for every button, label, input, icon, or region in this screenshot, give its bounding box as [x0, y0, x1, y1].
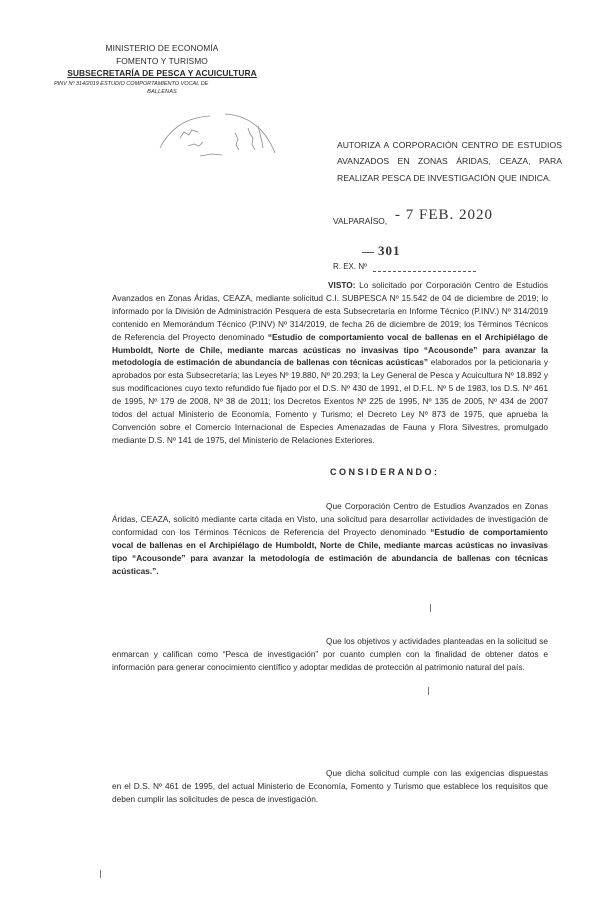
visto-label: VISTO:: [328, 280, 356, 290]
considerando-paragraph-2: Que los objetivos y actividades planteadas en la solicitud se enmarcan y califican como “Pesca de investigación” por cuanto cumplen con la finalidad de obtener datos e información para generar conocimiento científico y adoptar medidas de protección al patrimonio natural del país.: [112, 636, 548, 672]
visto-paragraph: [112, 279, 548, 447]
resolution-title: AUTORIZA A CORPORACIÓN CENTRO DE ESTUDIOS AVANZADOS EN ZONAS ÁRIDAS, CEAZA, PARA REALIZAR PESCA DE INVESTIGACIÓN QUE INDICA.: [337, 140, 562, 183]
ministry-name-2: FOMENTO Y TURISMO: [116, 55, 208, 66]
visto-project-name: “Estudio de comportamiento vocal de ballenas en el Archipiélago de Humboldt, Norte de Chile, mediante marcas acústicas no invasivas tipo “Acousonde” para avanzar la metodología de estimación de abundancia de ballenas con técnicas acústicas”: [112, 331, 548, 368]
place-label: VALPARAÍSO,: [333, 216, 388, 226]
rex-underline: [373, 271, 476, 272]
subsecretaria-name: SUBSECRETARÍA DE PESCA Y ACUICULTURA: [67, 68, 257, 78]
resolution-date: - 7 FEB. 2020: [395, 207, 494, 223]
considerando-paragraph-1: [112, 500, 548, 577]
visto-text-2: elaborados por la peticionaria y aprobados por esta Subsecretaría; las Leyes Nº 19.880, Nº 20.293; la Ley General de Pesca y Acuicultura Nº 18.892 y sus modificaciones cuyo texto refundido fue fijado por el D.S. Nº 430 de 1991, el D.F.L. Nº 5 de 1983, los D.S. Nº 461 de 1995, Nº 179 de 2008, Nº 38 de 2011; los Decretos Exentos Nº 225 de 1995, Nº 135 de 2005, Nº 434 de 2007 todos del actual Ministerio de Economía, Fomento y Turismo; el Decreto Ley Nº 873 de 1975, que aprueba la Convención sobre el Comercio Internacional de Especies Amenazadas de Fauna y Flora Silvestres, promulgado mediante D.S. Nº 141 de 1975, del Ministerio de Relaciones Exteriores.: [112, 357, 548, 445]
margin-tick: [100, 870, 104, 878]
letterhead: [54, 42, 262, 96]
considerando-paragraph-3: Que dicha solicitud cumple con las exigencias dispuestas en el D.S. Nº 461 de 1995, del actual Ministerio de Economía, Fomento y Turismo que establece los requisitos que deben cumplir las solicitudes de pesca de investigación.: [112, 768, 548, 804]
ministry-name: MINISTERIO DE ECONOMÍA: [105, 43, 219, 53]
number-dash: [362, 252, 374, 253]
official-stamp-icon: [140, 108, 290, 163]
reference-line: PINV Nº 314/2019 ESTUDIO COMPORTAMIENTO VOCAL DE: [54, 80, 209, 87]
visto-text-1: Lo solicitado por Corporación Centro de Estudios Avanzados en Zonas Áridas, CEAZA, mediante solicitud C.I. SUBPESCA Nº 15.542 de 04 de diciembre de 2019; lo informado por la División de Administración Pesquera de esta Subsecretaría en Informe Técnico (P.INV.) Nº 314/2019 contenido en Memorándum Técnico (P.INV) Nº 314/2019, de fecha 26 de diciembre de 2019; los Términos Técnicos de Referencia del Proyecto denominado: [112, 280, 548, 342]
considerando-1-text: Que Corporación Centro de Estudios Avanzados en Zonas Áridas, CEAZA, solicitó mediante carta citada en Visto, una solicitud para desarrollar actividades de investigación de conformidad con los Términos Técnicos de Referencia del Proyecto denominado: [112, 501, 548, 537]
reference-line-2: BALLENAS: [147, 88, 177, 95]
considerando-1-project-name: “Estudio de comportamiento vocal de ballenas en el Archipiélago de Humboldt, Norte de Chile, mediante marcas acústicas no invasivas tipo “Acousonde” para avanzar la metodología de estimación de abundancia de ballenas con técnicas acústicas.”.: [112, 526, 548, 576]
considerando-heading: CONSIDERANDO:: [330, 467, 440, 477]
rex-label: R. EX. Nº: [333, 262, 368, 271]
margin-tick: [428, 687, 432, 695]
resolution-number: 301: [378, 243, 401, 258]
margin-tick: [430, 604, 434, 612]
